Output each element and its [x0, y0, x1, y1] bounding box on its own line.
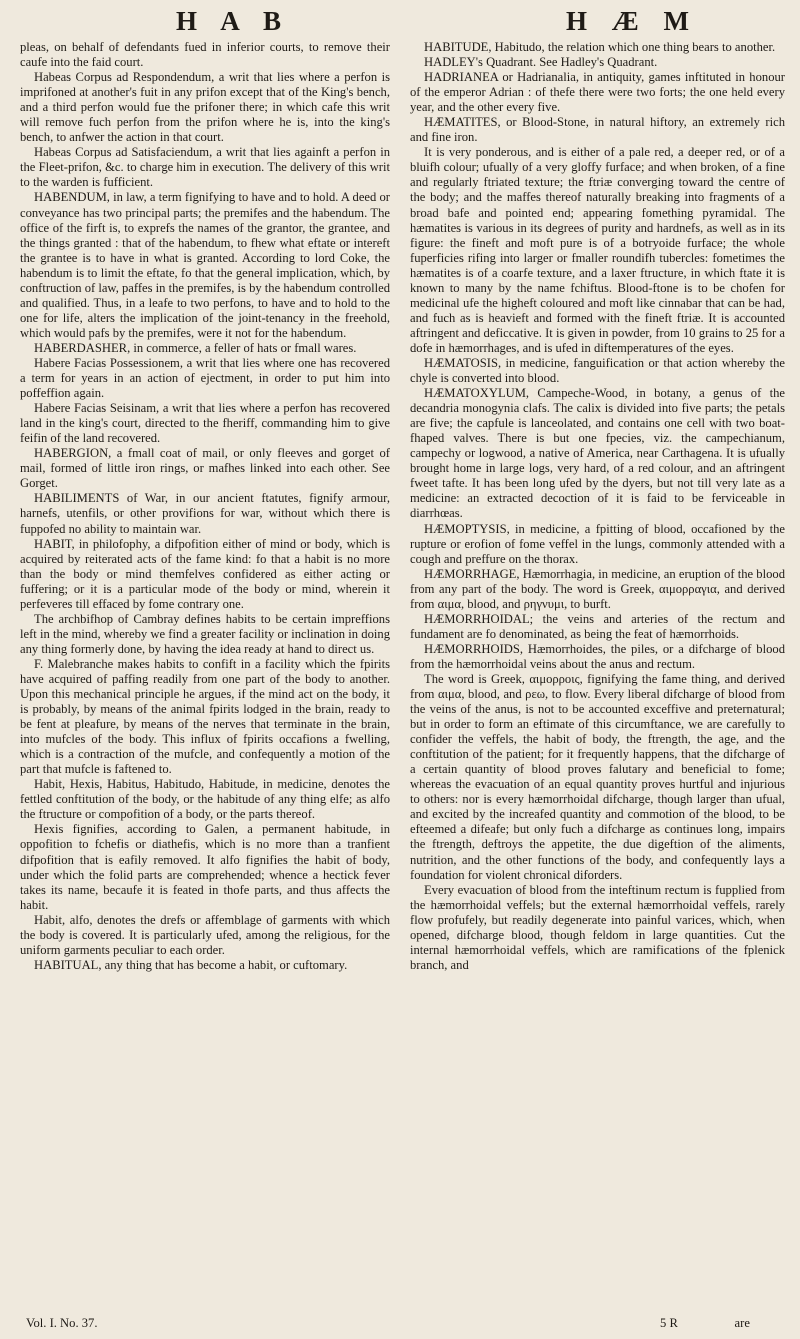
- entry-paragraph: Hexis fignifies, according to Galen, a permanent habitude, in oppofition to fchefis or diathefis, which is no more than a tranfient difpofition that is eafily removed. It alfo fignifies the habit of body, under which the folid parts are comprehended; whence a hectick fever takes its name, becaufe it is feated in thofe parts, and thus affects the habit.: [20, 822, 390, 912]
- entry-paragraph: HÆMOPTYSIS, in medicine, a fpitting of blood, occafioned by the rupture or erofion of fome veffel in the lungs, commonly attended with a cough and preffure on the thorax.: [410, 521, 785, 566]
- entry-paragraph: HÆMATOXYLUM, Campeche-Wood, in botany, a genus of the decandria monogynia clafs. The calix is divided into five parts; the petals are five; the capfule is lanceolated, and contains one cell with two boat-fhaped valves. There is but one fpecies, viz. the campechianum, campechy or logwood, a native of America, near Carthagena. It is ufually brought home in large logs, very hard, of a red colour, and an aftringent fweet tafte. It has been long ufed by the dyers, but not till very late as a medicine: an extracted decoction of it is faid to be ferviceable in diarrhœas.: [410, 386, 785, 521]
- entry-paragraph: HADLEY's Quadrant. See Hadley's Quadrant.: [424, 55, 658, 70]
- entry-paragraph: Habit, alfo, denotes the drefs or affemblage of garments with which the body is covered. It is particularly ufed, among the religious, for the uniform garments peculiar to each order.: [20, 912, 390, 957]
- entry-paragraph: HÆMATITES, or Blood-Stone, in natural hiftory, an extremely rich and fine iron.: [410, 115, 785, 145]
- left-column: [20, 40, 390, 973]
- entry-paragraph: HÆMORRHAGE, Hæmorrhagia, in medicine, an eruption of the blood from any part of the body. The word is Greek, αιμορραγια, and derived from αιμα, blood, and ρηγνυμι, to burft.: [410, 566, 785, 611]
- entry-paragraph: HÆMORRHOIDS, Hæmorrhoides, the piles, or a difcharge of blood from the hæmorrhoidal veins about the anus and rectum.: [410, 641, 785, 671]
- entry-paragraph: Habeas Corpus ad Satisfaciendum, a writ that lies againft a perfon in the Fleet-prifon, &c. to charge him in execution. The delivery of this writ to the warden is fufficient.: [20, 145, 390, 190]
- entry-paragraph: Habere Facias Seisinam, a writ that lies where a perfon has recovered land in the king's court, directed to the fheriff, commanding him to give feifin of the land recovered.: [20, 401, 390, 446]
- running-head-left: H A B: [176, 6, 291, 36]
- entry-paragraph: HABENDUM, in law, a term fignifying to have and to hold. A deed or conveyance has two principal parts; the premifes and the habendum. The office of the firft is, to exprefs the names of the grantor, the grantee, and the things granted : that of the habendum, to fhew what eftate or intereft the grantee is to have in what is granted. According to lord Coke, the habendum is to limit the eftate, fo that the general implication, which, by conftruction of law, paffes in the premifes, is by the habendum controlled and qualified. Thus, in a leafe to two perfons, to have and to hold to the one for life, alters the implication of the joint-tenancy in the freehold, which would pafs by the premifes, were it not for the habendum.: [20, 190, 391, 340]
- entry-paragraph: Habeas Corpus ad Respondendum, a writ that lies where a perfon is imprifoned at another's fuit in any prifon except that of the King's bench, and a third perfon would fue the prifoner there; in which cafe this writ will remove fuch perfon from the prifon where he is, into the king's bench, to anfwer the action in that court.: [20, 70, 390, 145]
- right-column: [410, 40, 785, 973]
- entry-paragraph: The word is Greek, αιμορροις, fignifying the fame thing, and derived from αιμα, blood, and ρεω, to flow. Every liberal difcharge of blood from the veins of the anus, is not to be accounted exceffive and preternatural; but in order to form an eftimate of this circumftance, we are carefully to confider the veffels, the habit of body, the ftrength, the age, and the conftitution of the patient; for it frequently happens, that the difcharge of a certain quantity of blood proves falutary and beneficial to fome; whereas the evacuation of an equal quantity proves hurtful and injurious to others: nor is every hæmorrhoidal difcharge, though larger than ufual, and excited by the increafed quantity and commotion of the blood, to be efteemed a difeafe; but only fuch a difcharge as continues long, impairs the ftrength, deftroys the appetite, the due digeftion of the aliments, nutrition, and the other functions of the body, and confequently lays a foundation for violent chronical diforders.: [410, 671, 785, 882]
- entry-paragraph: It is very ponderous, and is either of a pale red, a deeper red, or of a bluifh colour; ufually of a very gloffy furface; and when broken, of a fine and regularly ftriated texture; the ftriæ converging toward the centre of the body; and the maffes thereof naturally breaking into fragments of a broad bafe and pointed end; appearing fomething pyramidal. The hæmatites is various in its degrees of purity and hardnefs, as well as in its figure: the fineft and moft pure is of a botryoide furface; the whole fuperficies rifing into larger or fmaller roundifh tubercles: fometimes the hæmatites is of a coarfe texture, and a laxer ftructure, in which ftate it is known to many by the name fchiftus. Blood-ftone is to be chofen for medicinal ufe the higheft coloured and moft like cinnabar that can be had, and fuch as is heavieft and formed with the fineft ftriæ. It is accounted aftringent and deficcative. It is given in powder, from 10 grains to 25 for a dofe in hæmorrhages, and is ufed in diftemperatures of the eyes.: [410, 145, 785, 355]
- signature-text: 5 R: [660, 1316, 678, 1330]
- entry-paragraph: Habere Facias Possessionem, a writ that lies where one has recovered a term for years in an action of ejectment, in order to put him into poffeffion again.: [20, 355, 390, 401]
- entry-paragraph: HABIT, in philofophy, a difpofition either of mind or body, which is acquired by reiterated acts of the fame kind: fo that a habit is no more than the body or mind themfelves confidered as either acting or fuffering; or it is a particular mode of the body or mind, wherein it perfeveres till effaced by fome contrary one.: [20, 536, 390, 611]
- running-head-right: H Æ M: [566, 6, 698, 36]
- entry-paragraph: Habit, Hexis, Habitus, Habitudo, Habitude, in medicine, denotes the fettled conftitution of the body, or the habitude of any thing elfe; as alfo the ftructure or compofition of a body, or the parts thereof.: [20, 777, 390, 822]
- signature-mark: [660, 1316, 750, 1331]
- entry-paragraph: HADRIANEA or Hadrianalia, in antiquity, games inftituted in honour of the emperor Adrian : of thefe there were two forts; the one held every year, and the other every five.: [410, 70, 785, 115]
- entry-paragraph: The archbifhop of Cambray defines habits to be certain impreffions left in the mind, whereby we find a greater facility or inclination in doing any thing formerly done, by having the idea ready at hand to direct us.: [20, 611, 390, 656]
- entry-paragraph: HABITUDE, Habitudo, the relation which one thing bears to another.: [424, 40, 776, 54]
- entry-paragraph: HABERGION, a fmall coat of mail, or only fleeves and gorget of mail, formed of little iron rings, or mafhes linked into each other. See Gorget.: [20, 446, 390, 491]
- entry-paragraph: HÆMATOSIS, in medicine, fanguification or that action whereby the chyle is converted into blood.: [410, 355, 785, 386]
- entry-paragraph: pleas, on behalf of defendants fued in inferior courts, to remove their caufe into the faid court.: [20, 40, 390, 70]
- running-head: [0, 6, 800, 36]
- entry-paragraph: HÆMORRHOIDAL; the veins and arteries of the rectum and fundament are fo denominated, as being the feat of hæmorrhoids.: [410, 611, 785, 641]
- entry-paragraph: HABERDASHER, in commerce, a feller of hats or fmall wares.: [34, 340, 357, 355]
- entry-paragraph: HABILIMENTS of War, in our ancient ftatutes, fignify armour, harnefs, utenfils, or other provifions for war, without which there is fuppofed no ability to maintain war.: [20, 491, 390, 536]
- entry-paragraph: HABITUAL, any thing that has become a habit, or cuftomary.: [34, 957, 348, 972]
- entry-paragraph: Every evacuation of blood from the inteftinum rectum is fupplied from the hæmorrhoidal veffels; but the external hæmorrhoidal veffels, rarely flow profufely, but readily degenerate into painful varices, which, when opened, difcharge blood, though feldom in large quantities. Cut the internal hæmorrhoidal veffels, which are ramifications of the fplenick branch, and: [410, 882, 785, 972]
- catchword: are: [734, 1316, 750, 1330]
- entry-paragraph: F. Malebranche makes habits to confift in a facility which the fpirits have acquired of paffing readily from one part of the body to another. Upon this mechanical principle he argues, if the mind act on the body, it is probably, by means of the animal fpirits lodged in the brain, ready to be fent at pleafure, by means of the nerves that terminate in the brain, into mufcles of the body. This influx of fpirits occafions a fwelling, which is a contraction of the mufcle, and confequently a motion of the part that mufcle is faftened to.: [20, 656, 390, 777]
- volume-number: Vol. I. No. 37.: [26, 1316, 98, 1330]
